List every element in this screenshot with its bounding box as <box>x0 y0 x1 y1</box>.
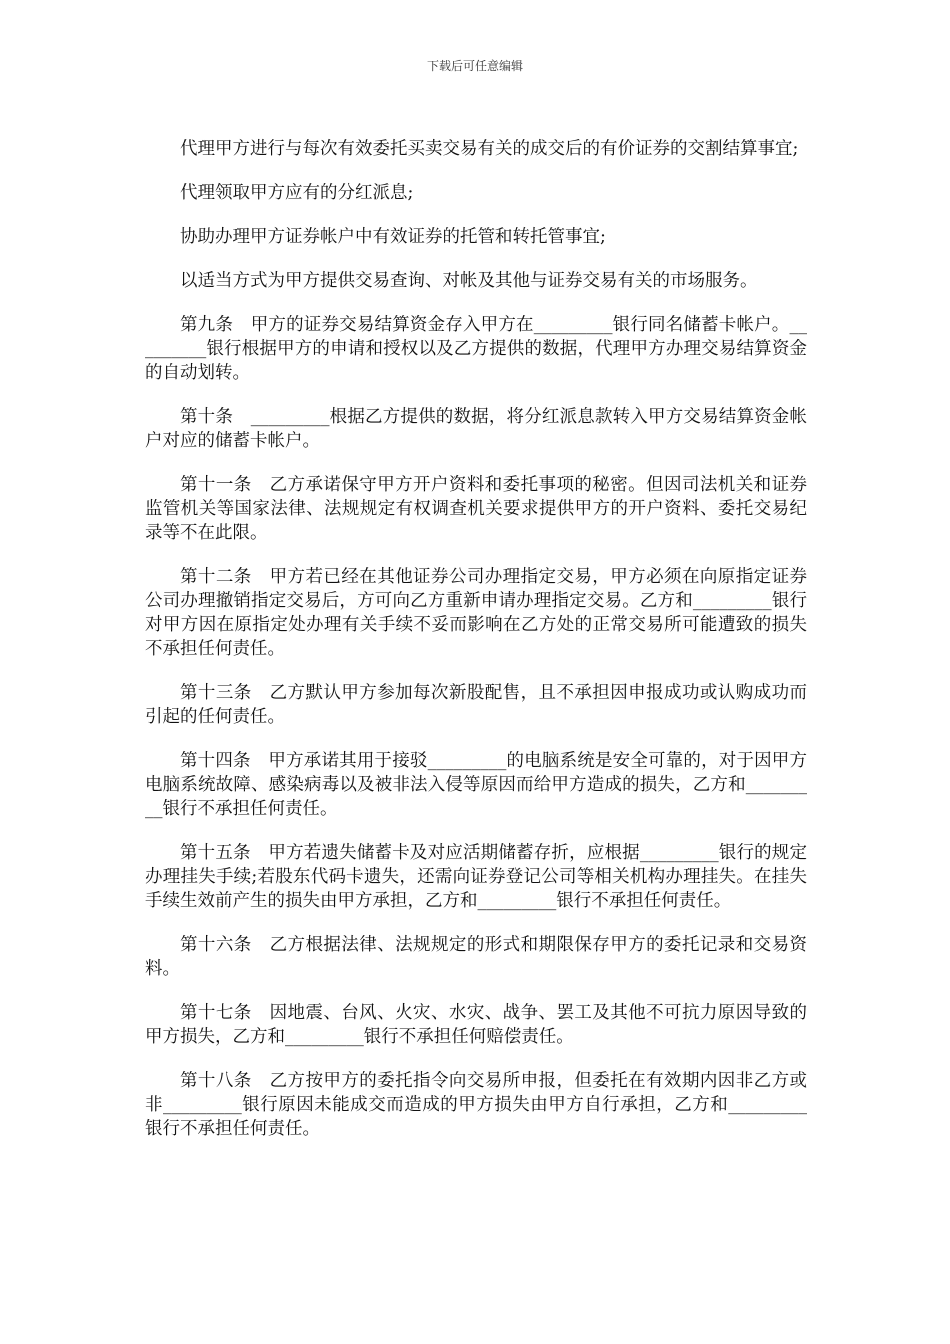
article-13: 第十三条 乙方默认甲方参加每次新股配售，且不承担因申报成功或认购成功而引起的任何责任。 <box>145 683 807 727</box>
article-12: 第十二条 甲方若已经在其他证券公司办理指定交易，甲方必须在向原指定证券公司办理撤销指定交易后，方可向乙方重新申请办理指定交易。乙方和_________银行对甲方因在原指定处办理有关手续不妥而影响在乙方处的正常交易所可能遭致的损失不承担任何责任。 <box>145 567 807 659</box>
page-header-note: 下载后可任意编辑 <box>426 59 523 73</box>
paragraph-custody: 协助办理甲方证券帐户中有效证券的托管和转托管事宜; <box>180 227 606 247</box>
paragraph-settlement: 代理甲方进行与每次有效委托买卖交易有关的成交后的有价证券的交割结算事宜; <box>180 139 799 159</box>
document-body <box>145 137 807 1161</box>
article-17: 第十七条 因地震、台风、火灾、水灾、战争、罢工及其他不可抗力原因导致的甲方损失，乙方和_________银行不承担任何赔偿责任。 <box>145 1003 807 1047</box>
article-10: 第十条 _________根据乙方提供的数据，将分红派息款转入甲方交易结算资金帐户对应的储蓄卡帐户。 <box>145 407 807 451</box>
article-16: 第十六条 乙方根据法律、法规规定的形式和期限保存甲方的委托记录和交易资料。 <box>145 935 807 979</box>
article-18: 第十八条 乙方按甲方的委托指令向交易所申报，但委托在有效期内因非乙方或非_________银行原因未能成交而造成的甲方损失由甲方自行承担，乙方和_________银行不承担任何责任。 <box>145 1071 807 1139</box>
paragraph-dividend: 代理领取甲方应有的分红派息; <box>180 183 414 203</box>
paragraph-services: 以适当方式为甲方提供交易查询、对帐及其他与证券交易有关的市场服务。 <box>180 271 758 291</box>
article-9: 第九条 甲方的证券交易结算资金存入甲方在_________银行同名储蓄卡帐户。_________银行根据甲方的申请和授权以及乙方提供的数据，代理甲方办理交易结算资金的自动划转。 <box>145 315 807 383</box>
article-14: 第十四条 甲方承诺其用于接驳_________的电脑系统是安全可靠的，对于因甲方电脑系统故障、感染病毒以及被非法入侵等原因而给甲方造成的损失，乙方和_________银行不承担任何责任。 <box>145 751 807 819</box>
article-15: 第十五条 甲方若遗失储蓄卡及对应活期储蓄存折，应根据_________银行的规定办理挂失手续;若股东代码卡遗失，还需向证券登记公司等相关机构办理挂失。在挂失手续生效前产生的损失由甲方承担，乙方和_________银行不承担任何责任。 <box>145 843 807 911</box>
article-11: 第十一条 乙方承诺保守甲方开户资料和委托事项的秘密。但因司法机关和证券监管机关等国家法律、法规规定有权调查机关要求提供甲方的开户资料、委托交易纪录等不在此限。 <box>145 475 807 543</box>
